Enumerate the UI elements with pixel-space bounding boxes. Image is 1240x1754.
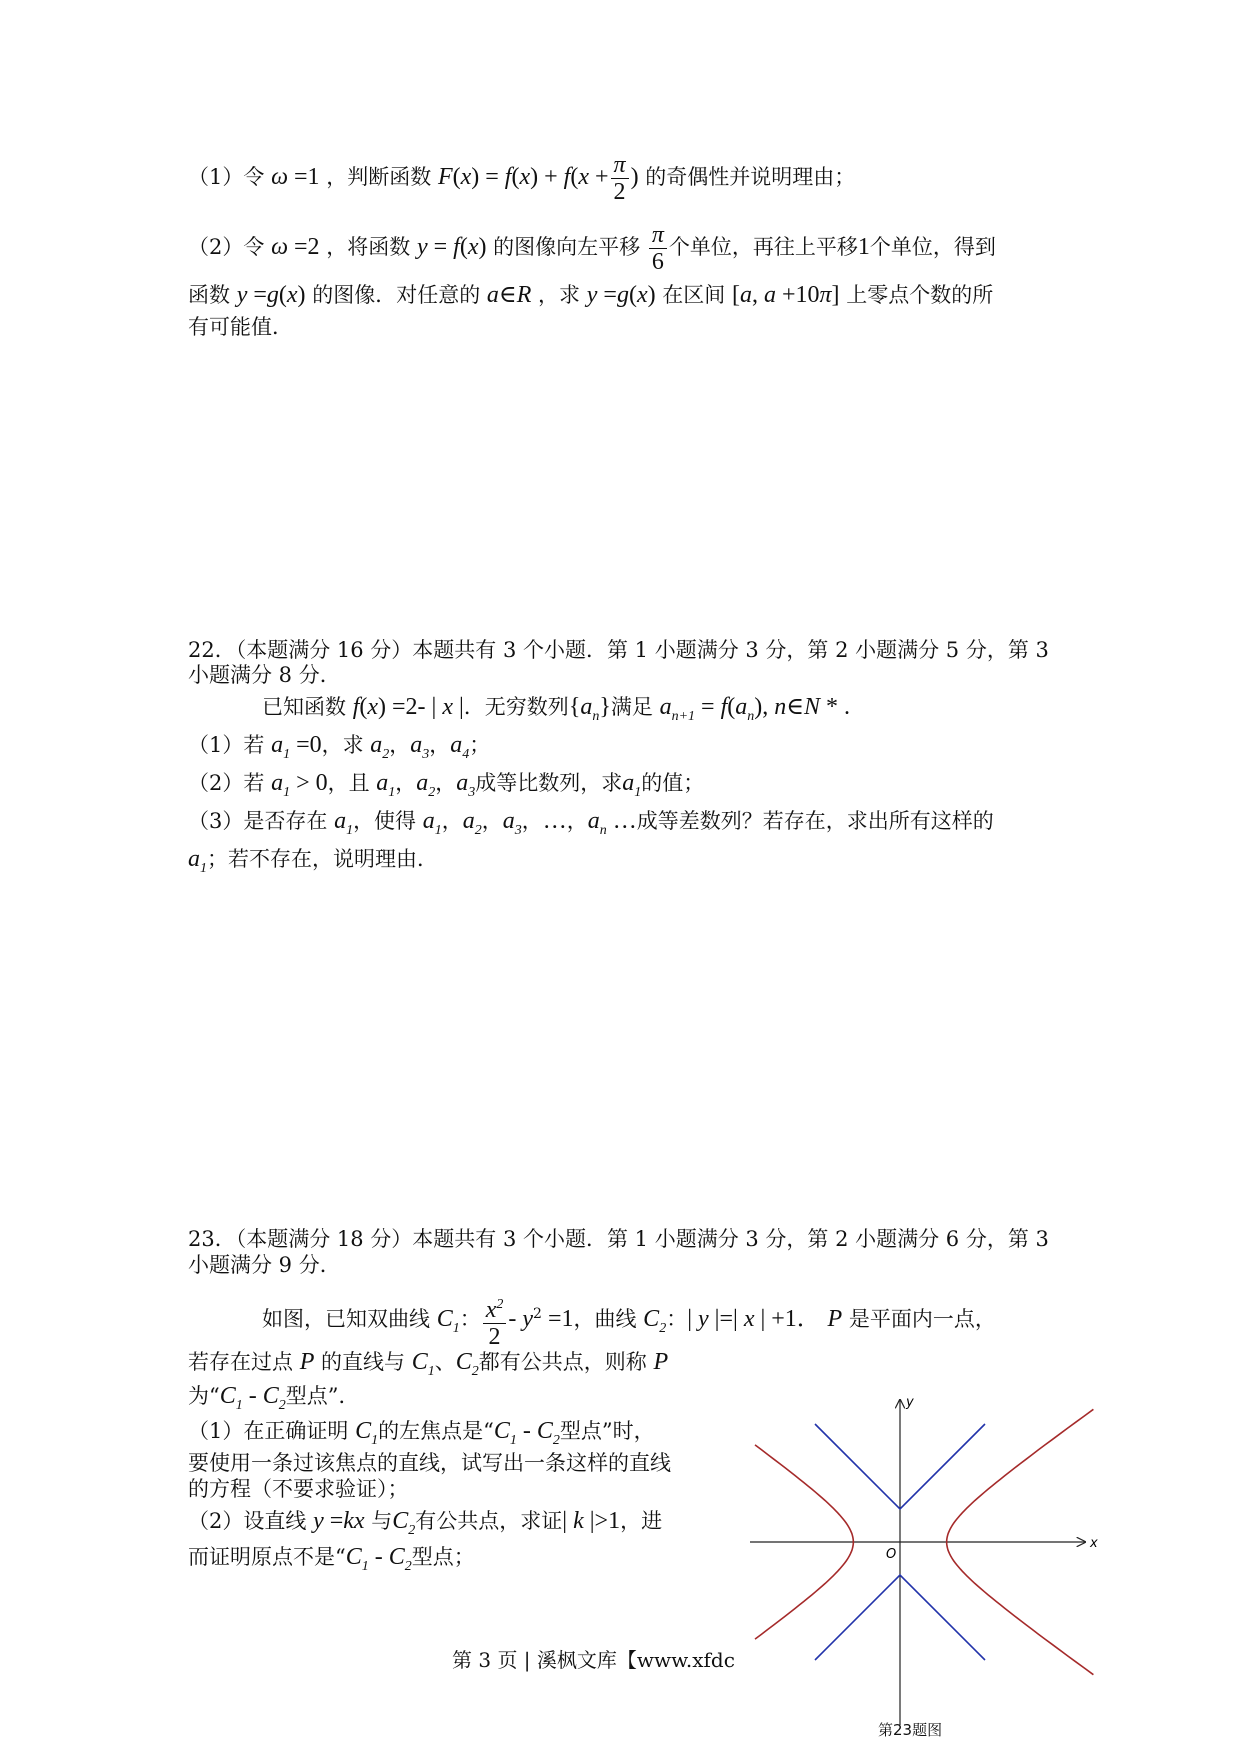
q23-part2-line1: （2）设直线 y =kx 与$C_2$有公共点，求证| k |>1，进	[188, 1508, 663, 1538]
q22-given: 已知函数 f(x) =2- | x |．无穷数列$\{a_n\}$满足 $a_{n+1} = f(a_n)$, n∈N * .	[262, 694, 851, 724]
y-axis-label: y	[906, 1395, 914, 1410]
figure-caption: 第23题图	[878, 1721, 943, 1739]
origin-label: O	[886, 1547, 897, 1562]
q23-part1-line1: （1）在正确证明 $C_1$的左焦点是“$C_1 - C_2$型点”时，	[188, 1418, 655, 1448]
page-footer: 第 3 页 | 溪枫文库【www.xfdc	[452, 1648, 735, 1672]
q23-part2-line2: 而证明原点不是“$C_1 - C_2$型点；	[188, 1544, 475, 1574]
q23-figure	[750, 1395, 1100, 1725]
q23-header-line1: 23．（本题满分 18 分）本题共有 3 个小题．第 1 小题满分 3 分，第 2 小题满分 6 分，第 3	[188, 1227, 1049, 1251]
q22-part1: （1）若 $a_1 =0$，求 $a_2$，$a_3$，$a_4$；	[188, 732, 491, 762]
q22-header-line2: 小题满分 8 分．	[188, 663, 341, 687]
x-axis-label: x	[1090, 1536, 1098, 1551]
q21-part1: （1）令 ω =1 ，判断函数 F(x) = f(x) + f(x + $\frac{\pi}{2}$ ) 的奇偶性并说明理由；	[188, 152, 856, 205]
q23-header-line2: 小题满分 9 分．	[188, 1253, 341, 1277]
q21-part2-line2: 函数 y =g(x) 的图像．对任意的 a∈R ，求 y =g(x) 在区间 [a, a +10π] 上零点个数的所	[188, 282, 994, 308]
q22-part3-line1: （3）是否存在 $a_1$，使得 $a_1$，$a_2$，$a_3$，…，$a_n$ …成等差数列？若存在，求出所有这样的	[188, 808, 994, 838]
q21-part2-line3: 有可能值．	[188, 315, 293, 339]
q22-part2: （2）若 $a_1 > 0$，且 $a_1$，$a_2$，$a_3$成等比数列，求$a_1$的值；	[188, 770, 705, 800]
q23-given: 如图，已知双曲线 $C_1$： $\frac{x^2}{2}$ - $y^2 =1$，曲线 $C_2$：| y |=| x | +1． P 是平面内一点，	[262, 1288, 996, 1355]
q23-given-line3: 为“$C_1 - C_2$型点”．	[188, 1383, 360, 1413]
q21-part2-line1: （2）令 ω =2 ，将函数 y = f(x) 的图像向左平移 $\frac{\pi}{6}$ 个单位，再往上平移1个单位，得到	[188, 222, 996, 275]
q23-part1-line3: 的方程（不要求验证）；	[188, 1477, 409, 1501]
q23-part1-line2: 要使用一条过该焦点的直线，试写出一条这样的直线	[188, 1451, 671, 1475]
q22-part3-line2: $a_1$；若不存在，说明理由．	[188, 846, 438, 876]
q23-given-line2: 若存在过点 P 的直线与 $C_1$、$C_2$都有公共点，则称 P	[188, 1349, 669, 1379]
q22-header-line1: 22．（本题满分 16 分）本题共有 3 个小题．第 1 小题满分 3 分，第 2 小题满分 5 分，第 3	[188, 638, 1049, 662]
